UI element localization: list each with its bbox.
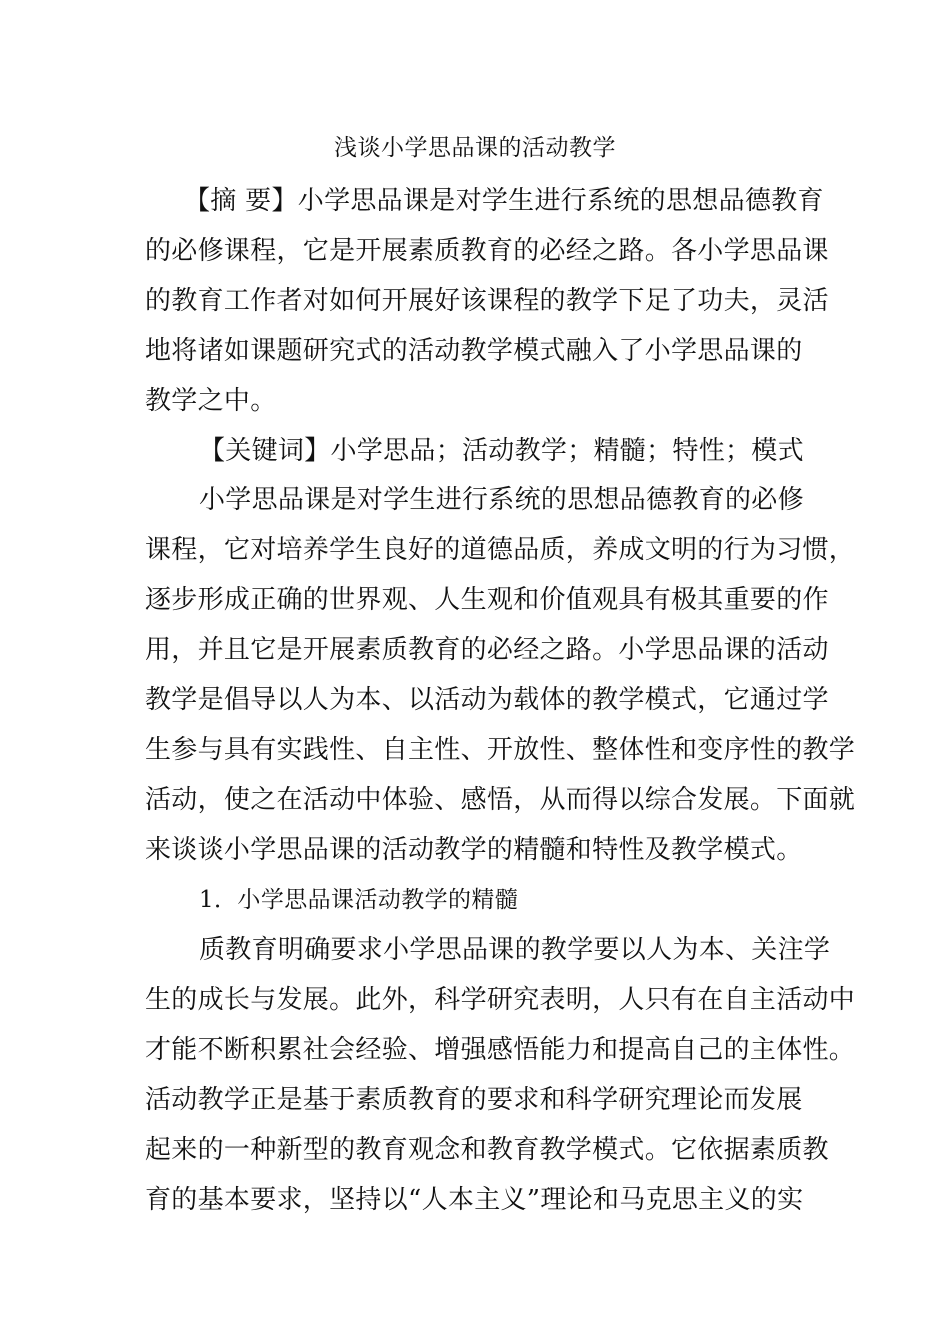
paragraph-line: 生参与具有实践性、自主性、开放性、整体性和变序性的教学 — [145, 735, 856, 765]
paragraph-line: 来谈谈小学思品课的活动教学的精髓和特性及教学模式。 — [145, 835, 803, 865]
keywords: 【关键词】小学思品；活动教学；精髓；特性；模式 — [199, 436, 804, 466]
paragraph-line: 生的成长与发展。此外，科学研究表明，人只有在自主活动中 — [145, 985, 856, 1015]
paragraph-line: 质教育明确要求小学思品课的教学要以人为本、关注学 — [199, 935, 831, 965]
abstract-line: 的教育工作者对如何开展好该课程的教学下足了功夫，灵活 — [145, 286, 829, 316]
paragraph-line: 活动，使之在活动中体验、感悟，从而得以综合发展。下面就 — [145, 785, 856, 815]
paragraph-line: 逐步形成正确的世界观、人生观和价值观具有极其重要的作 — [145, 585, 829, 615]
paragraph-line: 用，并且它是开展素质教育的必经之路。小学思品课的活动 — [145, 635, 829, 665]
paragraph-line: 教学是倡导以人为本、以活动为载体的教学模式，它通过学 — [145, 685, 829, 715]
paragraph-line: 活动教学正是基于素质教育的要求和科学研究理论而发展 — [145, 1085, 803, 1115]
paragraph-line: 起来的一种新型的教育观念和教育教学模式。它依据素质教 — [145, 1135, 829, 1165]
abstract-line: 教学之中。 — [145, 386, 277, 416]
paragraph-line: 课程，它对培养学生良好的道德品质，养成文明的行为习惯， — [145, 535, 856, 565]
abstract-line: 地将诸如课题研究式的活动教学模式融入了小学思品课的 — [145, 336, 803, 366]
paragraph-line: 育的基本要求，坚持以“人本主义”理论和马克思主义的实 — [145, 1185, 804, 1215]
paragraph-line: 才能不断积累社会经验、增强感悟能力和提高自己的主体性。 — [145, 1035, 856, 1065]
paragraph-line: 小学思品课是对学生进行系统的思想品德教育的必修 — [199, 485, 804, 515]
document-title: 浅谈小学思品课的活动教学 — [334, 135, 616, 161]
abstract-line: 【摘 要】小学思品课是对学生进行系统的思想品德教育 — [184, 186, 824, 216]
section-heading: 1．小学思品课活动教学的精髓 — [199, 887, 519, 913]
abstract-line: 的必修课程，它是开展素质教育的必经之路。各小学思品课 — [145, 236, 829, 266]
